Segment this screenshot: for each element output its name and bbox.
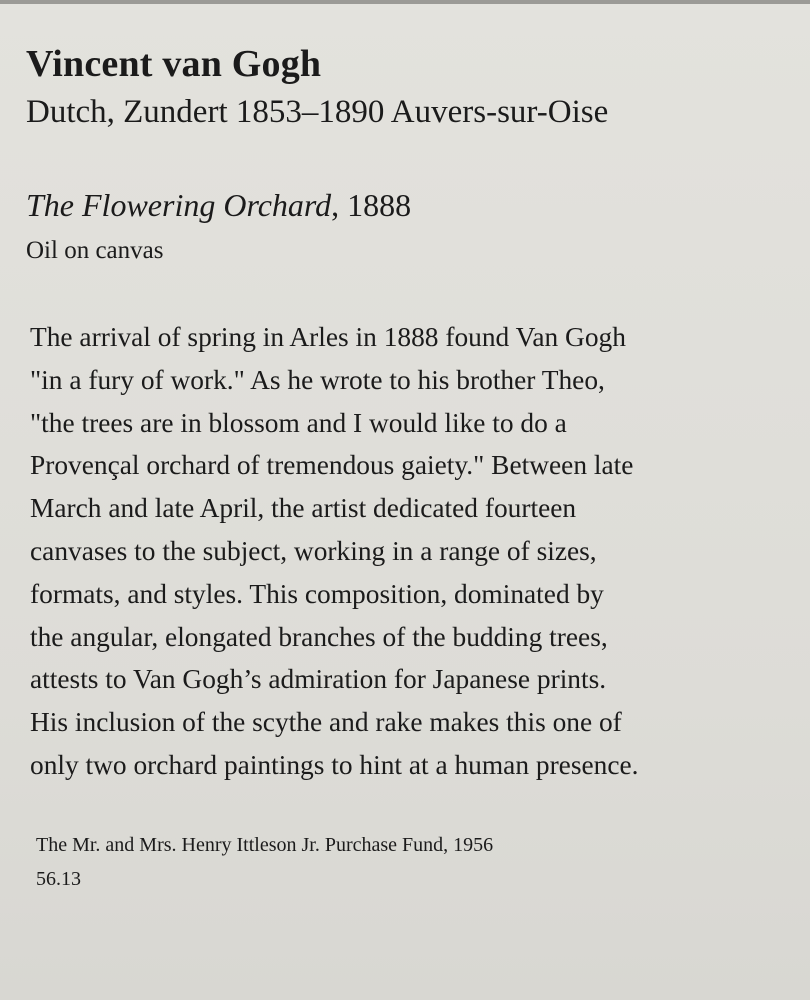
artist-nationality-dates: Dutch, Zundert 1853–1890 Auvers-sur-Oise — [26, 94, 609, 130]
description-line: The arrival of spring in Arles in 1888 found Van Gogh — [30, 322, 626, 352]
credit-line: The Mr. and Mrs. Henry Ittleson Jr. Purchase Fund, 1956 — [36, 834, 494, 856]
description-line: Provençal orchard of tremendous gaiety." Between late — [30, 450, 634, 481]
description-line: March and late April, the artist dedicated fourteen — [30, 493, 577, 524]
description-line: His inclusion of the scythe and rake makes this one of — [30, 707, 622, 738]
artwork-title: The Flowering Orchard — [26, 187, 332, 223]
description-paragraph — [30, 316, 790, 787]
artwork-medium: Oil on canvas — [26, 237, 164, 264]
description-line: canvases to the subject, working in a range of sizes, — [30, 535, 597, 566]
artwork-year: , 1888 — [331, 187, 412, 223]
description-line: formats, and styles. This composition, dominated by — [30, 578, 604, 609]
description-line: attests to Van Gogh’s admiration for Japanese prints. — [30, 664, 607, 695]
artist-name: Vincent van Gogh — [26, 43, 322, 85]
description-line: only two orchard paintings to hint at a human presence. — [30, 749, 639, 780]
accession-number: 56.13 — [36, 868, 81, 890]
artwork-title-row — [26, 187, 411, 224]
credit-block — [36, 828, 493, 896]
description-line: the angular, elongated branches of the budding trees, — [30, 621, 608, 652]
description-line: "the trees are in blossom and I would like to do a — [30, 407, 567, 438]
description-line: "in a fury of work." As he wrote to his brother Theo, — [30, 364, 605, 395]
